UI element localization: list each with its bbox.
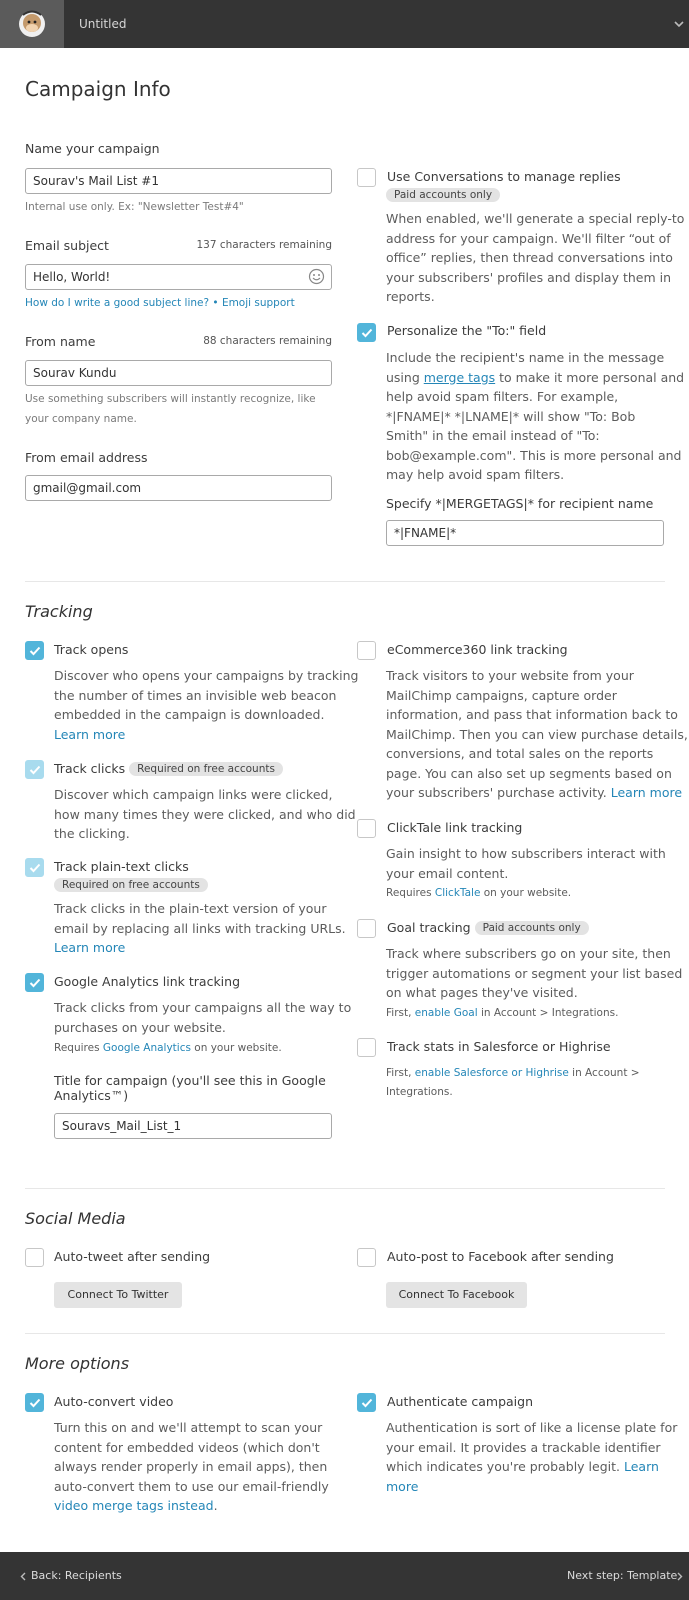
from-name-label: From name (25, 334, 96, 349)
required-free-badge: Required on free accounts (129, 762, 283, 776)
conversations-label: Use Conversations to manage replies (387, 169, 621, 184)
enable-goal-link[interactable]: enable Goal (414, 1007, 478, 1019)
track-opens-description: Discover who opens your campaigns by tracking the number of times an invisible web beacon embedded in the campaign is downloaded. Learn more (54, 666, 358, 744)
divider (25, 1333, 665, 1334)
subject-chars-remaining: 137 characters remaining (196, 239, 332, 251)
google-analytics-checkbox[interactable] (25, 973, 44, 992)
chevron-down-icon[interactable] (674, 20, 684, 28)
video-merge-tags-link[interactable]: video merge tags instead (54, 1498, 214, 1513)
connect-twitter-button[interactable]: Connect To Twitter (54, 1282, 182, 1308)
conversations-description: When enabled, we'll generate a special reply-to address for your campaign. We'll filter “out of office” replies, then thread conversations into your subscribers' profiles and display them in reports. (386, 211, 685, 304)
track-clicks-label-row: Track clicks Required on free accounts (54, 761, 283, 776)
checkmark-icon (29, 862, 41, 874)
divider (25, 1188, 665, 1189)
track-plaintext-learn-more[interactable]: Learn more (54, 940, 126, 955)
salesforce-requirement: First, enable Salesforce or Highrise in Account > Integrations. (386, 1067, 640, 1098)
chevron-left-icon (20, 1572, 26, 1581)
emoji-support-link[interactable]: Emoji support (221, 297, 295, 309)
divider (25, 581, 665, 582)
salesforce-label: Track stats in Salesforce or Highrise (387, 1039, 611, 1054)
google-analytics-link[interactable]: Google Analytics (102, 1042, 191, 1054)
clicktale-requirement: Requires ClickTale on your website. (386, 887, 572, 899)
back-recipients-button[interactable]: Back: Recipients (31, 1569, 122, 1582)
from-email-label: From email address (25, 450, 148, 465)
campaign-title[interactable]: Untitled (79, 17, 127, 31)
next-template-button[interactable]: Next step: Template (567, 1569, 678, 1582)
goal-requirement: First, enable Goal in Account > Integrations. (386, 1007, 619, 1019)
mailchimp-logo-icon[interactable] (0, 0, 64, 48)
chevron-right-icon (677, 1572, 683, 1581)
required-free-badge: Required on free accounts (54, 878, 208, 892)
checkmark-icon (361, 327, 373, 339)
auto-facebook-label: Auto-post to Facebook after sending (387, 1249, 614, 1264)
ecommerce360-checkbox[interactable] (357, 641, 376, 660)
more-options-heading: More options (25, 1354, 130, 1373)
checkmark-icon (29, 1397, 41, 1409)
connect-facebook-button[interactable]: Connect To Facebook (386, 1282, 527, 1308)
page-title: Campaign Info (25, 77, 171, 101)
social-media-heading: Social Media (25, 1209, 126, 1228)
personalize-to-label: Personalize the "To:" field (387, 323, 547, 338)
merge-tags-label: Specify *|MERGETAGS|* for recipient name (386, 496, 654, 511)
auto-convert-video-checkbox[interactable] (25, 1393, 44, 1412)
goal-tracking-label-row: Goal tracking Paid accounts only (387, 920, 589, 935)
paid-accounts-badge: Paid accounts only (475, 921, 589, 935)
google-analytics-label: Google Analytics link tracking (54, 974, 241, 989)
track-plaintext-checkbox (25, 858, 44, 877)
from-name-help-2: your company name. (25, 413, 137, 425)
auto-facebook-checkbox[interactable] (357, 1248, 376, 1267)
conversations-checkbox[interactable] (357, 168, 376, 187)
tracking-heading: Tracking (25, 602, 93, 621)
track-clicks-checkbox (25, 760, 44, 779)
ga-title-label: Title for campaign (you'll see this in Google Analytics™) (54, 1073, 326, 1103)
auto-tweet-label: Auto-tweet after sending (54, 1249, 211, 1264)
track-clicks-description: Discover which campaign links were clicked, how many times they were clicked, and who did the clicking. (54, 787, 356, 841)
auto-convert-video-description: Turn this on and we'll attempt to scan your content for embedded videos (which don't always render properly in email apps), then auto-convert them to use our email-friendly video merge tags instead. (54, 1420, 329, 1513)
from-email-input[interactable]: gmail@gmail.com (25, 475, 332, 501)
smiley-icon[interactable] (308, 268, 325, 285)
goal-tracking-checkbox[interactable] (357, 919, 376, 938)
clicktale-checkbox[interactable] (357, 819, 376, 838)
authenticate-campaign-label: Authenticate campaign (387, 1394, 534, 1409)
merge-tags-input[interactable]: *|FNAME|* (386, 520, 664, 546)
clicktale-description: Gain insight to how subscribers interact with your email content. (386, 846, 666, 881)
top-bar (0, 0, 689, 48)
campaign-name-input[interactable]: Sourav's Mail List #1 (25, 168, 332, 194)
clicktale-label: ClickTale link tracking (387, 820, 523, 835)
ecommerce360-learn-more[interactable]: Learn more (610, 785, 683, 800)
checkmark-icon (29, 764, 41, 776)
goal-tracking-description: Track where subscribers go on your site, then trigger automations or segment your list based on what pages they've visited. (386, 946, 683, 1000)
ecommerce360-label: eCommerce360 link tracking (387, 642, 568, 657)
enable-salesforce-link[interactable]: enable Salesforce or Highrise (414, 1067, 569, 1079)
paid-accounts-badge: Paid accounts only (386, 188, 500, 202)
from-name-help-1: Use something subscribers will instantly recognize, like (25, 393, 316, 405)
from-name-input[interactable]: Sourav Kundu (25, 360, 332, 386)
track-plaintext-description: Track clicks in the plain-text version of your email by replacing all links with tracking URLs. Learn more (54, 899, 346, 958)
merge-tags-link[interactable]: merge tags (423, 369, 496, 385)
email-subject-label: Email subject (25, 238, 109, 253)
track-opens-checkbox[interactable] (25, 641, 44, 660)
campaign-name-label: Name your campaign (25, 141, 160, 156)
track-plaintext-label: Track plain-text clicks (54, 859, 189, 874)
email-subject-input[interactable]: Hello, World! (25, 264, 332, 290)
personalize-description: Include the recipient's name in the message using merge tags to make it more personal and help avoid spam filters. For example, *|FNAME|* *|LNAME|* will show "To: Bob Smith" in the email instead of "To: bob@example.com". This is more personal and may help avoid spam filters. (386, 350, 685, 482)
help-separator: • (209, 297, 222, 309)
campaign-name-help: Internal use only. Ex: "Newsletter Test#4" (25, 201, 244, 213)
track-opens-label: Track opens (54, 642, 129, 657)
footer-bar (0, 1552, 689, 1600)
google-analytics-description: Track clicks from your campaigns all the way to purchases on your website. (54, 1000, 352, 1035)
personalize-to-checkbox[interactable] (357, 323, 376, 342)
ecommerce360-description: Track visitors to your website from your MailChimp campaigns, capture order information, and pass that information back to MailChimp. Then you can view purchase details, conversions, and total sales on the reports page. You can also set up segments based on your subscribers' purchase activity. Learn more (386, 668, 688, 800)
checkmark-icon (29, 977, 41, 989)
auto-tweet-checkbox[interactable] (25, 1248, 44, 1267)
subject-help-row (25, 294, 295, 313)
auto-convert-video-label: Auto-convert video (54, 1394, 174, 1409)
salesforce-checkbox[interactable] (357, 1038, 376, 1057)
authenticate-campaign-checkbox[interactable] (357, 1393, 376, 1412)
subject-line-help-link[interactable]: How do I write a good subject line? (25, 297, 210, 309)
from-name-chars-remaining: 88 characters remaining (203, 335, 332, 347)
ga-title-input[interactable]: Souravs_Mail_List_1 (54, 1113, 332, 1139)
google-analytics-requirement: Requires Google Analytics on your website. (54, 1042, 282, 1054)
clicktale-link[interactable]: ClickTale (434, 887, 481, 899)
auth-learn-link[interactable]: Learn (623, 1459, 659, 1474)
auth-more-link[interactable]: more (386, 1478, 419, 1494)
authenticate-campaign-description: Authentication is sort of like a license plate for your email. It provides a trackable identifier which indicates you're probably legit. Learn more (386, 1418, 677, 1496)
checkmark-icon (361, 1397, 373, 1409)
checkmark-icon (29, 645, 41, 657)
track-opens-learn-more[interactable]: Learn more (54, 726, 126, 742)
